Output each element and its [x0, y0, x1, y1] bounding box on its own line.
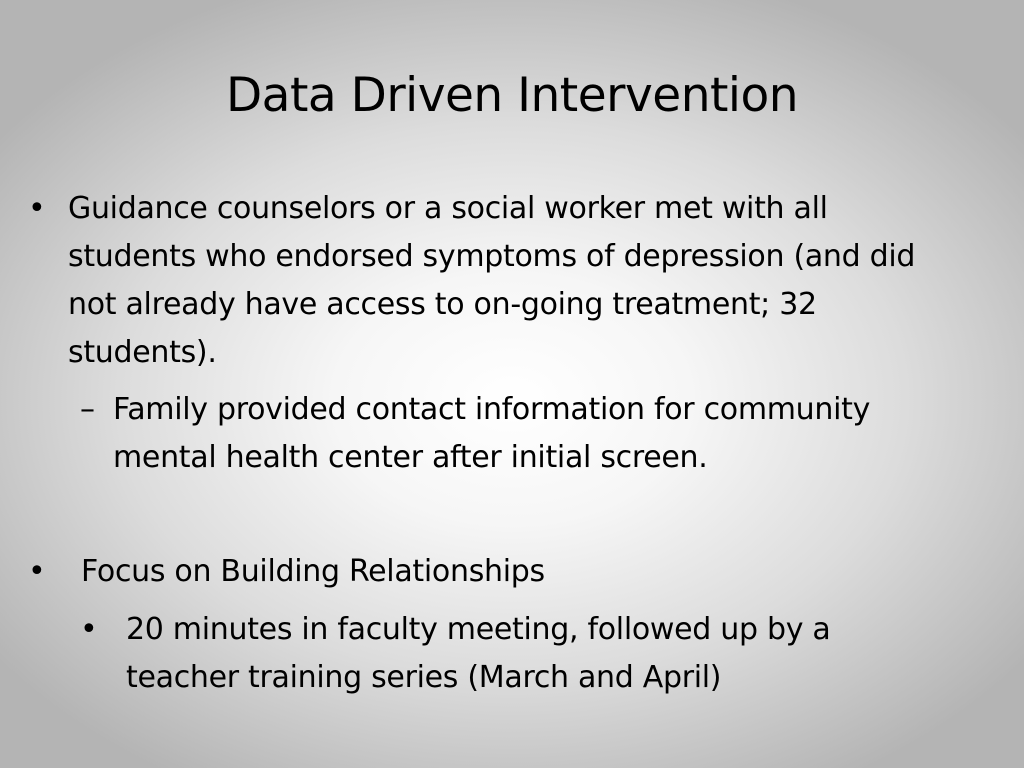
sub-bullet-text: 20 minutes in faculty meeting, followed up by a teacher training series (March and April): [126, 612, 831, 695]
dash-marker: –: [80, 392, 95, 427]
bullet-marker: •: [28, 554, 46, 589]
sub-bullet-text: Family provided contact information for community mental health center after initial screen.: [113, 392, 871, 475]
slide-title: Data Driven Intervention: [225, 68, 799, 123]
bullet-marker: •: [28, 191, 46, 226]
bullet-text: Focus on Building Relationships: [81, 554, 545, 589]
bullet-marker: •: [80, 612, 98, 647]
bullet-text: Guidance counselors or a social worker met with all students who endorsed symptoms of depression (and did not already have access to on-going treatment; 32 students).: [68, 191, 916, 370]
